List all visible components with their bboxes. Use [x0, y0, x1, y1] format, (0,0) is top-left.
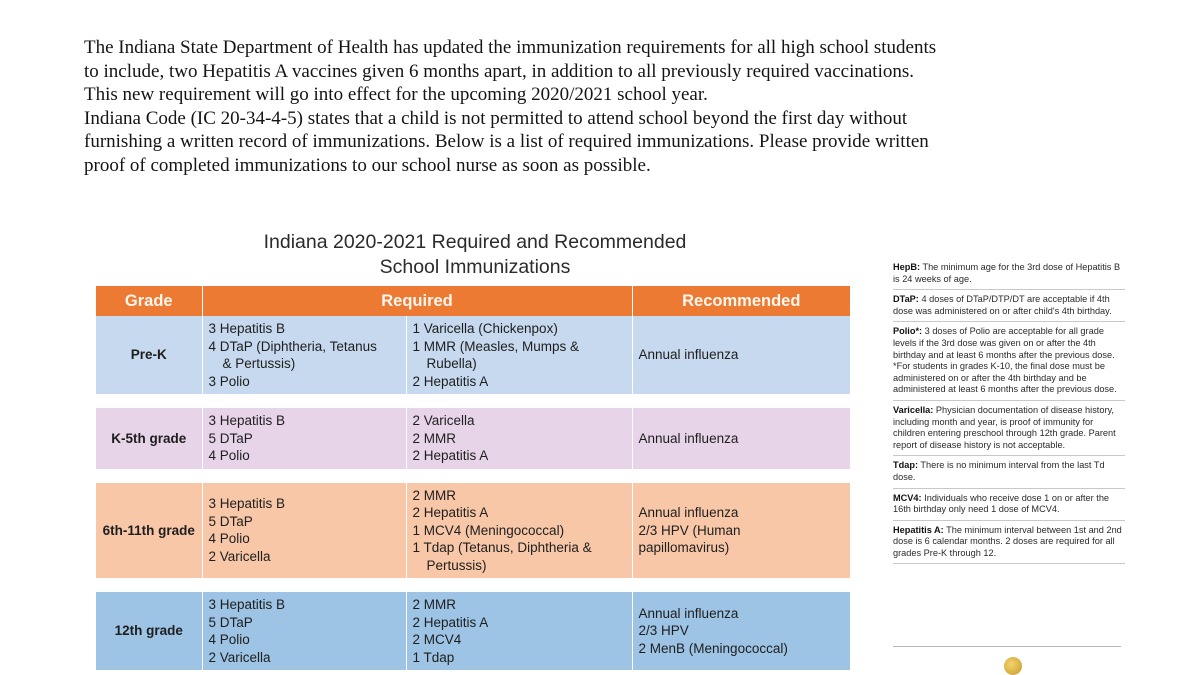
recommended-cell	[632, 316, 850, 394]
table-row	[96, 483, 850, 579]
footnotes-panel	[893, 262, 1125, 568]
footnote-label: DTaP:	[893, 294, 919, 305]
vaccine-line: 5 DTaP	[208, 513, 253, 529]
vaccine-line: 3 Hepatitis B	[208, 413, 286, 428]
vaccine-line: & Pertussis)	[222, 356, 296, 371]
footnote-label: Varicella:	[893, 404, 934, 415]
vaccine-line: Pertussis)	[426, 557, 487, 573]
footnote	[893, 525, 1125, 565]
vaccine-line: 2 Hepatitis A	[412, 373, 489, 389]
table-body	[96, 316, 850, 670]
footnote	[893, 262, 1125, 290]
header-required: Required	[202, 286, 632, 316]
footnote-text: 4 doses of DTaP/DTP/DT are acceptable if 4th dose was administered on or after child's 4th birthday.	[893, 294, 1112, 316]
vaccine-line: 4 DTaP (Diphtheria, Tetanus	[208, 338, 377, 354]
table-header	[96, 286, 850, 316]
footnote-label: HepB:	[893, 262, 921, 272]
table-title-line-2: School Immunizations	[379, 256, 571, 278]
vaccine-line: 1 Varicella (Chickenpox)	[412, 321, 558, 336]
required-cell	[202, 408, 406, 469]
footnote-text: The minimum age for the 3rd dose of Hepatitis B is 24 weeks of age.	[893, 262, 1121, 284]
vaccine-line: 2 Hepatitis A	[412, 505, 489, 520]
footnote-label: Polio*:	[893, 326, 923, 337]
vaccine-line: 2/3 HPV	[638, 623, 689, 639]
footnote-extra: *For students in grades K-10, the final dose must be administered on or after the 4th birthday and be administered at least 6 months after the previous dose.	[893, 361, 1117, 395]
table-row	[96, 316, 850, 394]
vaccine-line: 2 MMR	[412, 597, 456, 612]
vaccine-line: 3 Hepatitis B	[208, 496, 286, 512]
vaccine-line: 3 Hepatitis B	[208, 321, 286, 336]
footnote-text: Individuals who receive dose 1 on or after the 16th birthday only need 1 dose of MCV4.	[893, 492, 1110, 515]
footnote	[893, 460, 1125, 488]
emblem-icon	[1004, 657, 1022, 675]
table-title	[190, 230, 760, 280]
required-cell	[406, 316, 632, 394]
intro-paragraph	[84, 36, 1124, 177]
vaccine-line: 3 Polio	[208, 373, 250, 389]
vaccine-line: 4 Polio	[208, 531, 250, 547]
footnotes-divider	[893, 646, 1121, 647]
required-cell	[406, 408, 632, 469]
vaccine-line: 5 DTaP	[208, 430, 253, 446]
vaccine-line: Rubella)	[426, 356, 477, 371]
table-row	[96, 592, 850, 670]
row-separator	[96, 578, 850, 592]
vaccine-line: 2 Hepatitis A	[412, 614, 489, 630]
footnote-label: Hepatitis A:	[893, 524, 944, 535]
vaccine-line: 3 Hepatitis B	[208, 597, 286, 612]
footnote	[893, 493, 1125, 521]
vaccine-line: 1 Tdap	[412, 649, 455, 665]
grade-cell: 6th-11th grade	[96, 483, 202, 579]
vaccine-line: 2 MCV4	[412, 632, 462, 647]
table-title-line-1: Indiana 2020-2021 Required and Recommended	[263, 231, 687, 253]
vaccine-line: 2 Varicella	[412, 413, 475, 428]
recommended-cell	[632, 483, 850, 579]
recommended-cell	[632, 408, 850, 469]
required-cell	[202, 483, 406, 579]
required-cell	[406, 592, 632, 670]
footnote-text: 3 doses of Polio are acceptable for all grade levels if the 3rd dose was given on or after the 4th birthday and at least 6 months after the previous dose.	[893, 326, 1115, 360]
intro-line: to include, two Hepatitis A vaccines given 6 months apart, in addition to all previously required vaccinations.	[84, 60, 915, 82]
vaccine-line: 2 Varicella	[208, 649, 271, 665]
footnote-label: MCV4:	[893, 492, 922, 503]
vaccine-line: 2 MenB (Meningococcal)	[638, 640, 788, 656]
vaccine-line: 2 MMR	[412, 487, 456, 503]
required-cell	[406, 483, 632, 579]
vaccine-line: 5 DTaP	[208, 614, 253, 630]
footnote-text: The minimum interval between 1st and 2nd dose is 6 calendar months. 2 doses are required for all grades Pre-K through 12.	[893, 524, 1122, 558]
vaccine-line: papillomavirus)	[638, 540, 730, 555]
intro-line: Indiana Code (IC 20-34-4-5) states that a child is not permitted to attend school beyond the first day without	[84, 107, 908, 129]
vaccine-line: 2/3 HPV (Human	[638, 522, 741, 538]
footnote-label: Tdap:	[893, 460, 919, 471]
vaccine-line: 2 Hepatitis A	[412, 448, 489, 463]
vaccine-line: 4 Polio	[208, 448, 250, 463]
vaccine-line: 1 Tdap (Tetanus, Diphtheria &	[412, 540, 592, 555]
vaccine-line: Annual influenza	[638, 605, 739, 621]
vaccine-line: 2 Varicella	[208, 548, 271, 564]
recommended-cell	[632, 592, 850, 670]
immunization-table	[96, 286, 850, 670]
header-grade: Grade	[96, 286, 202, 316]
grade-cell: Pre-K	[96, 316, 202, 394]
row-separator	[96, 469, 850, 483]
row-separator	[96, 394, 850, 408]
required-cell	[202, 316, 406, 394]
intro-line: furnishing a written record of immunizations. Below is a list of required immunizations. Please provide written	[84, 131, 929, 152]
footnote	[893, 294, 1125, 322]
vaccine-line: Annual influenza	[638, 430, 739, 446]
vaccine-line: 1 MCV4 (Meningococcal)	[412, 522, 565, 538]
vaccine-line: Annual influenza	[638, 347, 739, 363]
intro-line: proof of completed immunizations to our school nurse as soon as possible.	[84, 154, 651, 176]
required-cell	[202, 592, 406, 670]
header-recommended: Recommended	[632, 286, 850, 316]
intro-line: This new requirement will go into effect for the upcoming 2020/2021 school year.	[84, 84, 708, 105]
footnote-text: Physician documentation of disease history, including month and year, is proof of immunity for children entering preschool through 12th grade. Parent report of disease history is not acceptable.	[893, 404, 1116, 450]
vaccine-line: 2 MMR	[412, 430, 456, 446]
footnote	[893, 405, 1125, 456]
vaccine-line: Annual influenza	[638, 505, 739, 520]
footnote	[893, 326, 1125, 401]
grade-cell: 12th grade	[96, 592, 202, 670]
table-row	[96, 408, 850, 469]
intro-line: The Indiana State Department of Health has updated the immunization requirements for all high school students	[84, 37, 937, 58]
vaccine-line: 4 Polio	[208, 632, 250, 647]
vaccine-line: 1 MMR (Measles, Mumps &	[412, 338, 580, 354]
footnote-text: There is no minimum interval from the last Td dose.	[893, 460, 1105, 482]
grade-cell: K-5th grade	[96, 408, 202, 469]
